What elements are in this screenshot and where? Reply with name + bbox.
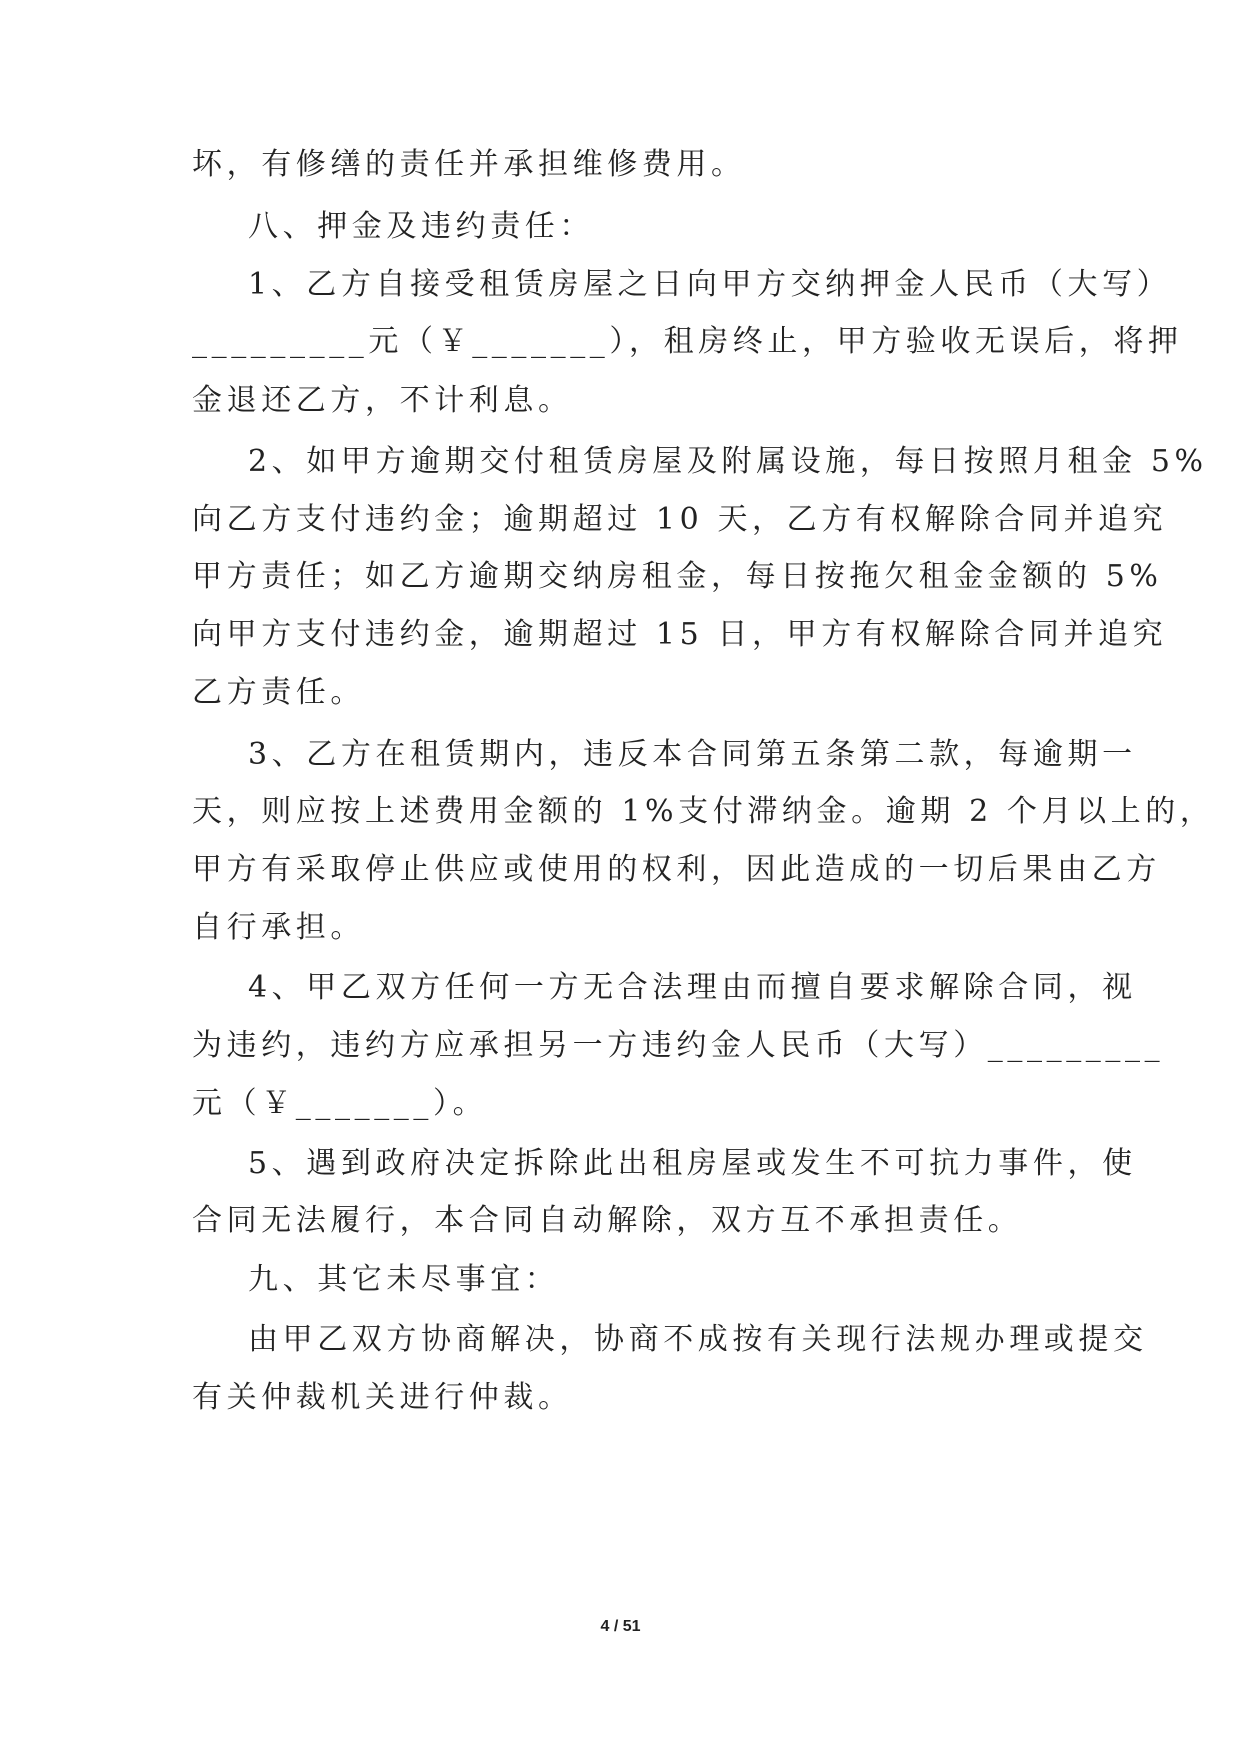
text-line: 4、甲乙双方任何一方无合法理由而擅自要求解除合同，视 [248, 970, 1137, 1005]
text-line: 乙方责任。 [192, 675, 365, 710]
text-line: 1、乙方自接受租赁房屋之日向甲方交纳押金人民币（大写） [248, 267, 1172, 302]
text-line: 5、遇到政府决定拆除此出租房屋或发生不可抗力事件，使 [248, 1146, 1137, 1181]
section-heading-deposit: 八、押金及违约责任： [248, 209, 594, 244]
section-heading-other: 九、其它未尽事宜： [248, 1262, 560, 1297]
text-line: 2、如甲方逾期交付租赁房屋及附属设施，每日按照月租金 5% [248, 444, 1208, 479]
text-line: 3、乙方在租赁期内，违反本合同第五条第二款，每逾期一 [248, 737, 1137, 772]
text-line: 天，则应按上述费用金额的 1%支付滞纳金。逾期 2 个月以上的， [192, 794, 1215, 829]
text-line: 向甲方支付违约金，逾期超过 15 日，甲方有权解除合同并追究 [192, 617, 1168, 652]
text-line: 元（￥_______）。 [192, 1086, 488, 1121]
text-line: 合同无法履行，本合同自动解除，双方互不承担责任。 [192, 1203, 1023, 1238]
text-line: 自行承担。 [192, 910, 365, 945]
text-line: 金退还乙方，不计利息。 [192, 383, 573, 418]
text-line: 由甲乙双方协商解决，协商不成按有关现行法规办理或提交 [248, 1322, 1148, 1357]
text-line: _________元（￥_______），租房终止，甲方验收无误后，将押 [192, 324, 1183, 359]
text-line: 有关仲裁机关进行仲裁。 [192, 1380, 573, 1415]
text-line: 甲方有采取停止供应或使用的权利，因此造成的一切后果由乙方 [192, 852, 1161, 887]
text-line: 为违约，违约方应承担另一方违约金人民币（大写）_________ [192, 1028, 1165, 1063]
page-number: 4 / 51 [600, 1618, 641, 1635]
text-line: 坏，有修缮的责任并承担维修费用。 [192, 147, 746, 182]
text-line: 甲方责任；如乙方逾期交纳房租金，每日按拖欠租金金额的 5% [192, 559, 1163, 594]
text-line: 向乙方支付违约金；逾期超过 10 天，乙方有权解除合同并追究 [192, 502, 1168, 537]
